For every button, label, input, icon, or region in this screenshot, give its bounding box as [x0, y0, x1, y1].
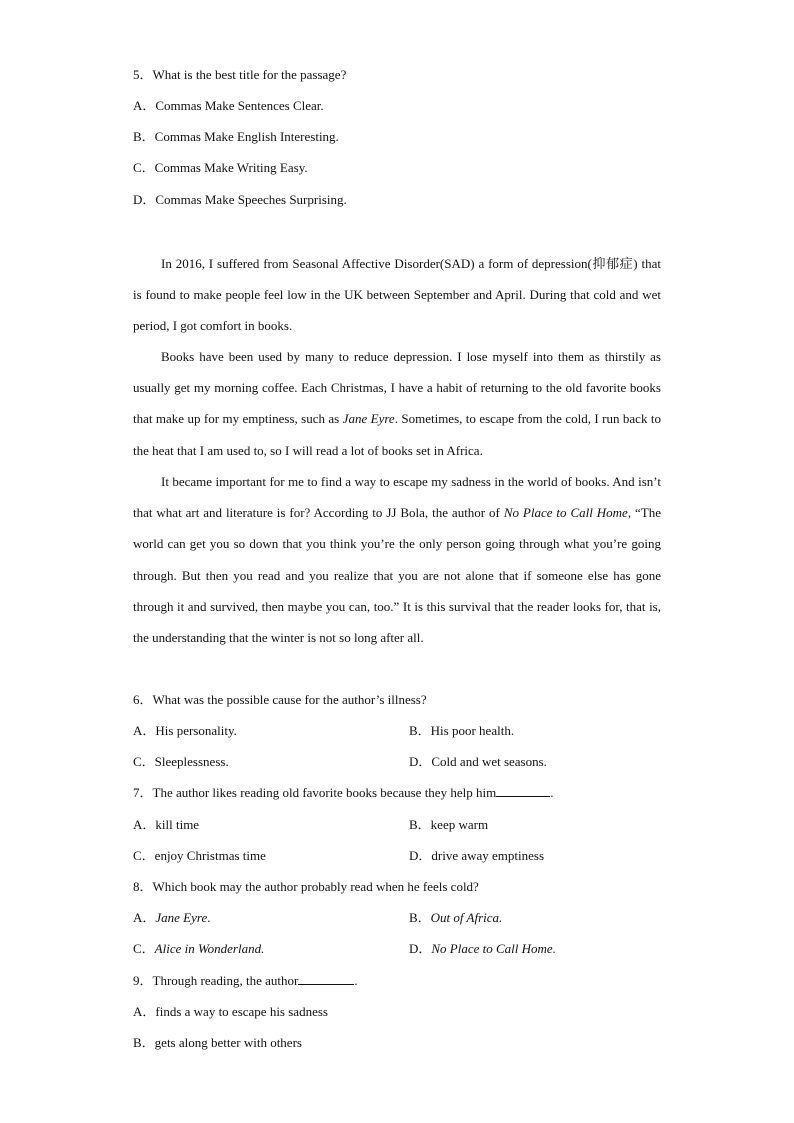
question-5-option-a: A．Commas Make Sentences Clear. [133, 98, 324, 113]
book-title-jane-eyre: Jane Eyre [342, 411, 395, 427]
passage-paragraph-2-text-b: . Sometimes, to escape from the cold, I run back to the heat that I am used to, so I will read a lot of books set in Africa. [133, 411, 661, 458]
question-6-stem: 6．What was the possible cause for the author’s illness? [133, 692, 427, 707]
question-8-option-a [133, 908, 211, 928]
question-9-stem-text: 9．Through reading, the author [133, 973, 299, 988]
question-6-option-d: D．Cold and wet seasons. [409, 754, 547, 769]
option-letter: C． [133, 941, 155, 956]
question-6-option-c: C．Sleeplessness. [133, 754, 229, 769]
question-9-stem-end: . [354, 973, 358, 988]
question-7-option-a: A．kill time [133, 817, 200, 832]
passage-paragraph-3-text-b: , “The world can get you so down that you think you’re the only person going through what you’re going through. But then you read and you realize that you are not alone that if someone else has gone through it and survived, then maybe you can, too.” It is this survival that the reader looks for, that is, the understanding that the winter is not so long after all. [133, 505, 661, 646]
passage-paragraph-2 [133, 341, 661, 466]
question-9-option-b: B．gets along better with others [133, 1035, 302, 1050]
passage-paragraph-1-text: In 2016, I suffered from Seasonal Affective Disorder(SAD) a form of depression(抑郁症) that is found to make people feel low in the UK between September and April. During that cold and wet period, I got comfort in books. [133, 256, 661, 334]
question-8-option-d [409, 939, 556, 959]
question-8-option-c [133, 939, 264, 959]
question-8-stem: 8．Which book may the author probably read when he feels cold? [133, 879, 479, 894]
book-title: Out of Africa [430, 910, 500, 925]
answer-blank [298, 972, 354, 985]
option-punct: . [261, 941, 265, 956]
question-7-stem [133, 783, 553, 803]
question-9-option-a: A．finds a way to escape his sadness [133, 1004, 328, 1019]
question-5-option-d: D．Commas Make Speeches Surprising. [133, 192, 347, 207]
option-letter: B． [409, 910, 431, 925]
question-9-stem [133, 971, 358, 991]
passage-paragraph-2-text-a: Books have been used by many to reduce depression. I lose myself into them as thirstily as usually get my morning coffee. Each Christmas, I have a habit of returning to the old favorite books that make up for my emptiness, such as [133, 349, 661, 427]
passage-paragraph-3 [133, 466, 661, 653]
question-7-option-d: D．drive away emptiness [409, 848, 545, 863]
question-6-option-b: B．His poor health. [409, 723, 515, 738]
option-punct: . [207, 910, 211, 925]
question-5-option-c: C．Commas Make Writing Easy. [133, 160, 308, 175]
option-letter: D． [409, 941, 432, 956]
book-title-no-place-to-call-home: No Place to Call Home [503, 505, 628, 521]
answer-blank [496, 784, 550, 797]
passage-paragraph-3-text-a: It became important for me to find a way to escape my sadness in the world of books. And isn’t that what art and literature is for? According to JJ Bola, the author of [133, 474, 661, 521]
question-5-stem: 5．What is the best title for the passage? [133, 67, 347, 82]
option-punct: . [552, 941, 556, 956]
question-7-stem-end: . [550, 785, 554, 800]
book-title: Jane Eyre [155, 910, 208, 925]
question-8-option-b [409, 908, 502, 928]
question-7-stem-text: 7．The author likes reading old favorite books because they help him [133, 785, 497, 800]
question-7-option-c: C．enjoy Christmas time [133, 848, 266, 863]
option-letter: A． [133, 910, 156, 925]
option-punct: . [499, 910, 503, 925]
question-7-option-b: B．keep warm [409, 817, 489, 832]
book-title: No Place to Call Home [431, 941, 553, 956]
passage-paragraph-1 [133, 248, 661, 342]
book-title: Alice in Wonderland [154, 941, 262, 956]
question-6-option-a: A．His personality. [133, 723, 237, 738]
question-5-option-b: B．Commas Make English Interesting. [133, 129, 339, 144]
